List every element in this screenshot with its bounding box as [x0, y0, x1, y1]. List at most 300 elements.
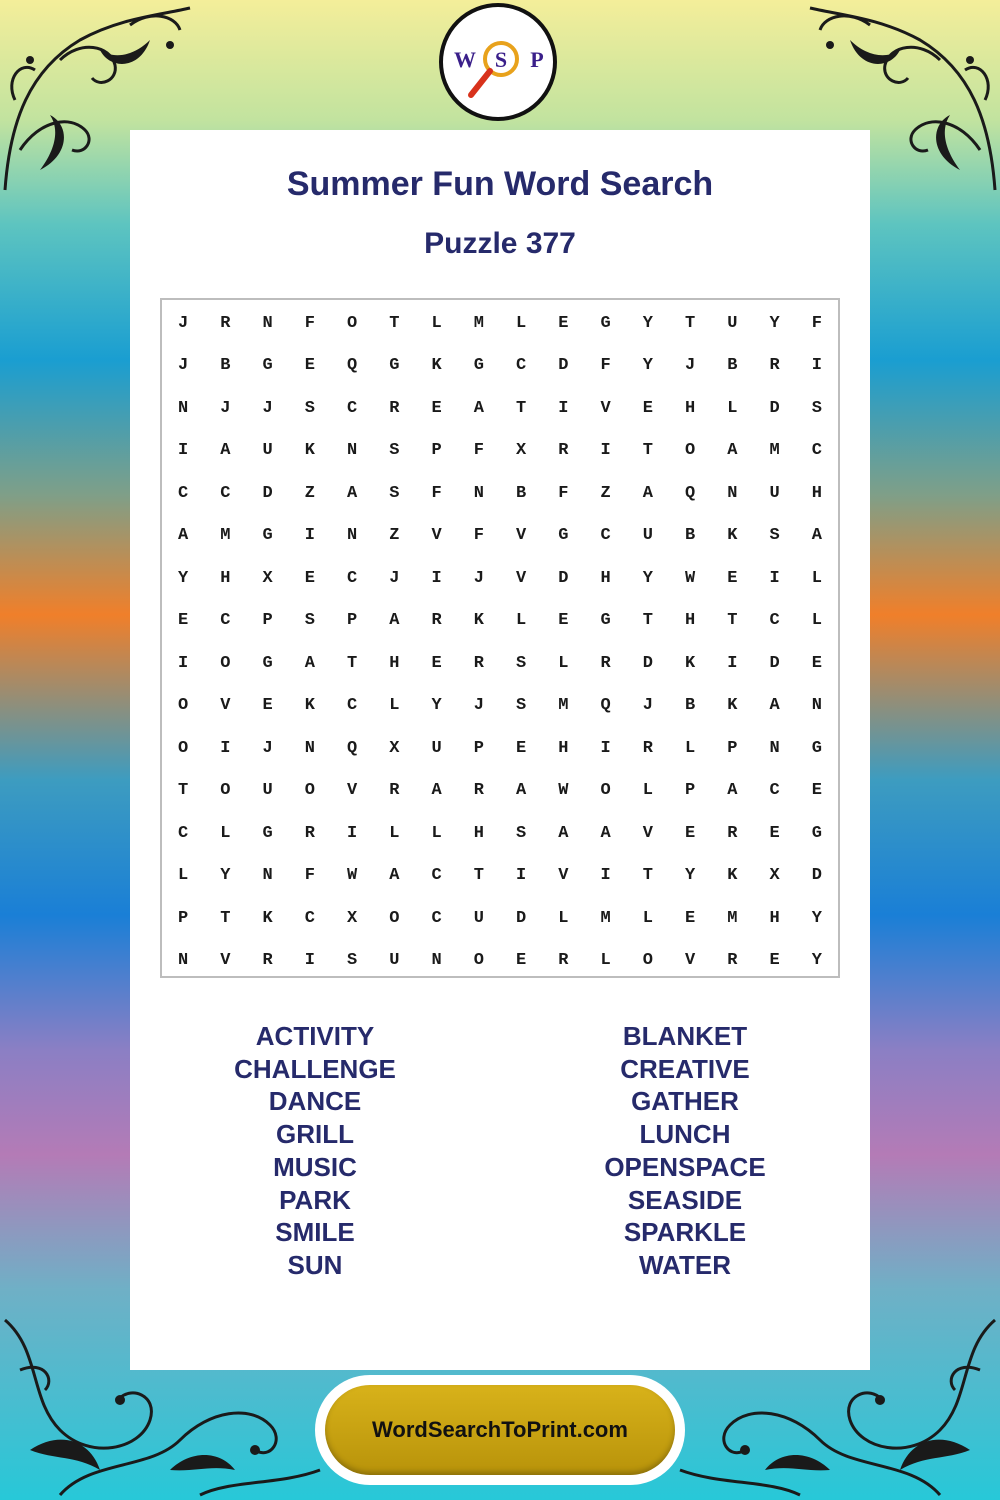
- grid-cell[interactable]: A: [600, 823, 611, 843]
- grid-cell[interactable]: G: [262, 653, 273, 673]
- grid-cell[interactable]: P: [431, 441, 442, 461]
- grid-cell[interactable]: E: [685, 823, 696, 843]
- grid-cell[interactable]: K: [304, 441, 315, 461]
- grid-cell[interactable]: A: [727, 781, 738, 801]
- logo-letter-p: P: [530, 47, 544, 72]
- grid-cell[interactable]: N: [262, 866, 273, 886]
- grid-cell[interactable]: C: [431, 866, 442, 886]
- grid-cell[interactable]: C: [769, 611, 780, 631]
- grid-cell[interactable]: L: [431, 313, 442, 333]
- grid-cell[interactable]: M: [558, 696, 569, 716]
- grid-cell[interactable]: H: [558, 738, 569, 758]
- magnifier-icon: [443, 7, 553, 117]
- grid-cell[interactable]: C: [220, 483, 231, 503]
- grid-cell[interactable]: P: [178, 908, 189, 928]
- grid-cell[interactable]: L: [642, 781, 653, 801]
- grid-cell[interactable]: F: [558, 483, 569, 503]
- grid-cell[interactable]: V: [431, 526, 442, 546]
- grid-cell[interactable]: R: [304, 823, 315, 843]
- grid-cell[interactable]: H: [473, 823, 484, 843]
- grid-cell[interactable]: T: [516, 398, 527, 418]
- grid-cell[interactable]: D: [642, 653, 653, 673]
- grid-cell[interactable]: B: [727, 356, 738, 376]
- grid-cell[interactable]: T: [642, 441, 653, 461]
- grid-row: [162, 685, 838, 728]
- grid-cell[interactable]: L: [431, 823, 442, 843]
- grid-cell[interactable]: D: [558, 568, 569, 588]
- grid-row: [162, 727, 838, 770]
- grid-cell[interactable]: X: [389, 738, 400, 758]
- word-item: OPENSPACE: [604, 1151, 766, 1182]
- grid-cell[interactable]: W: [685, 568, 696, 588]
- grid-cell[interactable]: Q: [347, 738, 358, 758]
- grid-cell[interactable]: A: [304, 653, 315, 673]
- letter-grid[interactable]: [160, 298, 840, 978]
- word-item: PARK: [279, 1184, 351, 1215]
- grid-cell[interactable]: R: [473, 653, 484, 673]
- grid-cell[interactable]: D: [811, 866, 822, 886]
- puzzle-number: Puzzle 377: [424, 227, 576, 260]
- grid-cell[interactable]: E: [262, 696, 273, 716]
- grid-row: [162, 345, 838, 388]
- grid-cell[interactable]: Q: [600, 696, 611, 716]
- grid-cell[interactable]: K: [727, 526, 738, 546]
- grid-cell[interactable]: V: [642, 823, 653, 843]
- grid-cell[interactable]: I: [600, 738, 611, 758]
- grid-cell[interactable]: M: [473, 313, 484, 333]
- grid-cell[interactable]: B: [685, 696, 696, 716]
- grid-cell[interactable]: R: [389, 781, 400, 801]
- grid-cell[interactable]: F: [473, 441, 484, 461]
- grid-cell[interactable]: U: [389, 951, 400, 971]
- grid-cell[interactable]: E: [304, 568, 315, 588]
- grid-cell[interactable]: N: [431, 951, 442, 971]
- grid-row: [162, 897, 838, 940]
- grid-cell[interactable]: U: [769, 483, 780, 503]
- grid-cell[interactable]: W: [558, 781, 569, 801]
- grid-cell[interactable]: E: [727, 568, 738, 588]
- word-item: MUSIC: [273, 1151, 357, 1182]
- grid-cell[interactable]: O: [220, 781, 231, 801]
- grid-cell[interactable]: N: [262, 313, 273, 333]
- grid-cell[interactable]: Q: [347, 356, 358, 376]
- grid-cell[interactable]: U: [431, 738, 442, 758]
- grid-cell[interactable]: R: [220, 313, 231, 333]
- grid-cell[interactable]: Y: [642, 356, 653, 376]
- grid-cell[interactable]: E: [558, 313, 569, 333]
- grid-cell[interactable]: A: [389, 866, 400, 886]
- grid-cell[interactable]: R: [473, 781, 484, 801]
- grid-cell[interactable]: S: [516, 823, 527, 843]
- grid-cell[interactable]: T: [178, 781, 189, 801]
- grid-cell[interactable]: A: [220, 441, 231, 461]
- grid-cell[interactable]: M: [600, 908, 611, 928]
- grid-cell[interactable]: V: [558, 866, 569, 886]
- grid-cell[interactable]: H: [600, 568, 611, 588]
- grid-cell[interactable]: G: [262, 356, 273, 376]
- grid-cell[interactable]: G: [262, 823, 273, 843]
- grid-cell[interactable]: J: [178, 356, 189, 376]
- grid-cell[interactable]: O: [347, 313, 358, 333]
- grid-cell[interactable]: L: [516, 313, 527, 333]
- grid-cell[interactable]: P: [727, 738, 738, 758]
- grid-cell[interactable]: I: [600, 866, 611, 886]
- grid-cell[interactable]: E: [431, 398, 442, 418]
- grid-cell[interactable]: S: [389, 483, 400, 503]
- grid-cell[interactable]: L: [600, 951, 611, 971]
- grid-cell[interactable]: X: [262, 568, 273, 588]
- grid-cell[interactable]: U: [262, 441, 273, 461]
- grid-cell[interactable]: J: [473, 696, 484, 716]
- grid-cell[interactable]: L: [558, 653, 569, 673]
- grid-cell[interactable]: Y: [178, 568, 189, 588]
- grid-cell[interactable]: J: [220, 398, 231, 418]
- grid-cell[interactable]: T: [727, 611, 738, 631]
- grid-cell[interactable]: B: [516, 483, 527, 503]
- grid-row: [162, 387, 838, 430]
- grid-cell[interactable]: A: [727, 441, 738, 461]
- grid-cell[interactable]: O: [389, 908, 400, 928]
- word-item: SEASIDE: [627, 1184, 743, 1215]
- grid-cell[interactable]: K: [727, 696, 738, 716]
- grid-cell[interactable]: M: [727, 908, 738, 928]
- grid-cell[interactable]: N: [473, 483, 484, 503]
- grid-cell[interactable]: G: [558, 526, 569, 546]
- grid-cell[interactable]: K: [262, 908, 273, 928]
- grid-cell[interactable]: S: [304, 611, 315, 631]
- grid-cell[interactable]: C: [769, 781, 780, 801]
- grid-row: [162, 430, 838, 473]
- footer-button[interactable]: [325, 1385, 675, 1475]
- grid-cell[interactable]: D: [558, 356, 569, 376]
- grid-cell[interactable]: J: [389, 568, 400, 588]
- grid-cell[interactable]: I: [769, 568, 780, 588]
- grid-cell[interactable]: O: [304, 781, 315, 801]
- grid-cell[interactable]: Y: [431, 696, 442, 716]
- grid-cell[interactable]: E: [558, 611, 569, 631]
- grid-cell[interactable]: J: [262, 398, 273, 418]
- grid-cell[interactable]: H: [685, 398, 696, 418]
- grid-cell[interactable]: L: [389, 823, 400, 843]
- grid-cell[interactable]: Y: [642, 568, 653, 588]
- footer-badge[interactable]: [315, 1375, 685, 1485]
- grid-cell[interactable]: S: [304, 398, 315, 418]
- grid-cell[interactable]: V: [220, 951, 231, 971]
- grid-cell[interactable]: C: [516, 356, 527, 376]
- grid-cell[interactable]: T: [389, 313, 400, 333]
- grid-cell[interactable]: S: [516, 653, 527, 673]
- word-item: CHALLENGE: [234, 1053, 396, 1084]
- grid-cell[interactable]: T: [220, 908, 231, 928]
- grid-cell[interactable]: P: [262, 611, 273, 631]
- grid-cell[interactable]: G: [600, 611, 611, 631]
- word-item: SUN: [287, 1249, 343, 1280]
- grid-row: [162, 642, 838, 685]
- grid-cell[interactable]: V: [220, 696, 231, 716]
- grid-cell[interactable]: F: [304, 313, 315, 333]
- grid-cell[interactable]: Y: [642, 313, 653, 333]
- grid-cell[interactable]: D: [516, 908, 527, 928]
- grid-cell[interactable]: G: [473, 356, 484, 376]
- grid-cell[interactable]: H: [220, 568, 231, 588]
- grid-cell[interactable]: Q: [685, 483, 696, 503]
- grid-cell[interactable]: A: [811, 526, 822, 546]
- grid-cell[interactable]: T: [642, 866, 653, 886]
- grid-cell[interactable]: C: [178, 823, 189, 843]
- grid-cell[interactable]: A: [558, 823, 569, 843]
- grid-cell[interactable]: Y: [685, 866, 696, 886]
- grid-cell[interactable]: E: [642, 398, 653, 418]
- grid-cell[interactable]: A: [769, 696, 780, 716]
- grid-cell[interactable]: F: [473, 526, 484, 546]
- grid-cell[interactable]: A: [642, 483, 653, 503]
- grid-cell[interactable]: S: [347, 951, 358, 971]
- grid-cell[interactable]: R: [642, 738, 653, 758]
- grid-cell[interactable]: I: [178, 653, 189, 673]
- grid-cell[interactable]: Z: [389, 526, 400, 546]
- word-item: DANCE: [268, 1086, 362, 1117]
- grid-cell[interactable]: V: [685, 951, 696, 971]
- grid-cell[interactable]: V: [516, 568, 527, 588]
- grid-cell[interactable]: G: [600, 313, 611, 333]
- word-item: GRILL: [276, 1119, 354, 1150]
- grid-cell[interactable]: N: [811, 696, 822, 716]
- grid-cell[interactable]: R: [389, 398, 400, 418]
- grid-cell[interactable]: F: [811, 313, 822, 333]
- grid-cell[interactable]: D: [769, 653, 780, 673]
- grid-cell[interactable]: R: [727, 823, 738, 843]
- grid-cell[interactable]: A: [473, 398, 484, 418]
- grid-cell[interactable]: O: [178, 738, 189, 758]
- grid-cell[interactable]: M: [220, 526, 231, 546]
- grid-cell[interactable]: O: [642, 951, 653, 971]
- word-item: SPARKLE: [623, 1217, 747, 1248]
- grid-row: [162, 770, 838, 813]
- grid-cell[interactable]: L: [516, 611, 527, 631]
- grid-cell[interactable]: B: [220, 356, 231, 376]
- grid-cell[interactable]: M: [769, 441, 780, 461]
- grid-cell[interactable]: F: [600, 356, 611, 376]
- grid-cell[interactable]: I: [600, 441, 611, 461]
- grid-cell[interactable]: E: [769, 951, 780, 971]
- grid-cell[interactable]: I: [178, 441, 189, 461]
- grid-cell[interactable]: W: [347, 866, 358, 886]
- grid-cell[interactable]: J: [178, 313, 189, 333]
- grid-row: [162, 472, 838, 515]
- grid-cell[interactable]: K: [431, 356, 442, 376]
- grid-cell[interactable]: Y: [769, 313, 780, 333]
- grid-cell[interactable]: E: [811, 781, 822, 801]
- grid-cell[interactable]: A: [389, 611, 400, 631]
- grid-cell[interactable]: I: [516, 866, 527, 886]
- grid-cell[interactable]: R: [558, 441, 569, 461]
- grid-cell[interactable]: U: [262, 781, 273, 801]
- grid-cell[interactable]: K: [727, 866, 738, 886]
- grid-cell[interactable]: X: [347, 908, 358, 928]
- logo-letter-w: W: [454, 47, 476, 72]
- grid-cell[interactable]: E: [178, 611, 189, 631]
- grid-row: [162, 855, 838, 898]
- grid-cell[interactable]: R: [769, 356, 780, 376]
- grid-cell[interactable]: Y: [811, 908, 822, 928]
- grid-cell[interactable]: Y: [811, 951, 822, 971]
- grid-cell[interactable]: V: [600, 398, 611, 418]
- grid-cell[interactable]: R: [600, 653, 611, 673]
- grid-cell[interactable]: O: [220, 653, 231, 673]
- puzzle-panel: [130, 130, 870, 1370]
- grid-cell[interactable]: A: [347, 483, 358, 503]
- grid-cell[interactable]: Z: [304, 483, 315, 503]
- grid-cell[interactable]: X: [769, 866, 780, 886]
- grid-cell[interactable]: I: [304, 951, 315, 971]
- grid-cell[interactable]: N: [347, 441, 358, 461]
- grid-cell[interactable]: K: [473, 611, 484, 631]
- grid-cell[interactable]: N: [178, 951, 189, 971]
- grid-cell[interactable]: G: [262, 526, 273, 546]
- grid-cell[interactable]: I: [220, 738, 231, 758]
- grid-cell[interactable]: K: [685, 653, 696, 673]
- grid-row: [162, 812, 838, 855]
- grid-cell[interactable]: F: [304, 866, 315, 886]
- grid-cell[interactable]: O: [473, 951, 484, 971]
- grid-cell[interactable]: V: [516, 526, 527, 546]
- footer-site-link[interactable]: WordSearchToPrint.com: [372, 1417, 628, 1442]
- grid-cell[interactable]: G: [811, 738, 822, 758]
- grid-cell[interactable]: D: [262, 483, 273, 503]
- grid-cell[interactable]: V: [347, 781, 358, 801]
- grid-cell[interactable]: E: [516, 738, 527, 758]
- word-column-left: [130, 1020, 500, 1282]
- grid-cell[interactable]: C: [347, 568, 358, 588]
- grid-cell[interactable]: G: [389, 356, 400, 376]
- word-item: SMILE: [275, 1217, 355, 1248]
- grid-cell[interactable]: D: [769, 398, 780, 418]
- grid-cell[interactable]: E: [304, 356, 315, 376]
- grid-cell[interactable]: I: [347, 823, 358, 843]
- grid-cell[interactable]: T: [642, 611, 653, 631]
- grid-cell[interactable]: T: [347, 653, 358, 673]
- grid-cell[interactable]: N: [178, 398, 189, 418]
- grid-cell[interactable]: L: [811, 568, 822, 588]
- grid-cell[interactable]: T: [473, 866, 484, 886]
- grid-cell[interactable]: N: [304, 738, 315, 758]
- grid-cell[interactable]: P: [473, 738, 484, 758]
- grid-cell[interactable]: R: [558, 951, 569, 971]
- grid-cell[interactable]: L: [685, 738, 696, 758]
- grid-row: [162, 515, 838, 558]
- grid-row: [162, 302, 838, 345]
- grid-cell[interactable]: L: [389, 696, 400, 716]
- grid-cell[interactable]: S: [516, 696, 527, 716]
- grid-cell[interactable]: C: [600, 526, 611, 546]
- grid-cell[interactable]: C: [431, 908, 442, 928]
- grid-cell[interactable]: A: [178, 526, 189, 546]
- grid-cell[interactable]: I: [558, 398, 569, 418]
- grid-cell[interactable]: R: [262, 951, 273, 971]
- grid-cell[interactable]: J: [642, 696, 653, 716]
- grid-cell[interactable]: I: [727, 653, 738, 673]
- grid-cell[interactable]: L: [220, 823, 231, 843]
- grid-cell[interactable]: O: [600, 781, 611, 801]
- grid-cell[interactable]: S: [389, 441, 400, 461]
- grid-cell[interactable]: P: [685, 781, 696, 801]
- grid-cell[interactable]: H: [389, 653, 400, 673]
- word-item: WATER: [639, 1249, 731, 1280]
- word-item: BLANKET: [622, 1021, 748, 1051]
- grid-cell[interactable]: U: [727, 313, 738, 333]
- grid-cell[interactable]: C: [811, 441, 822, 461]
- grid-cell[interactable]: E: [811, 653, 822, 673]
- grid-cell[interactable]: O: [685, 441, 696, 461]
- grid-cell[interactable]: C: [178, 483, 189, 503]
- grid-cell[interactable]: R: [431, 611, 442, 631]
- grid-cell[interactable]: R: [727, 951, 738, 971]
- grid-cell[interactable]: C: [220, 611, 231, 631]
- grid-cell[interactable]: J: [473, 568, 484, 588]
- grid-cell[interactable]: N: [727, 483, 738, 503]
- grid-cell[interactable]: U: [473, 908, 484, 928]
- grid-cell[interactable]: E: [685, 908, 696, 928]
- grid-cell[interactable]: X: [516, 441, 527, 461]
- word-column-right: [500, 1020, 870, 1282]
- grid-cell[interactable]: F: [431, 483, 442, 503]
- grid-cell[interactable]: A: [516, 781, 527, 801]
- grid-cell[interactable]: L: [558, 908, 569, 928]
- grid-cell[interactable]: C: [304, 908, 315, 928]
- grid-cell[interactable]: C: [347, 398, 358, 418]
- grid-cell[interactable]: A: [431, 781, 442, 801]
- grid-cell[interactable]: H: [811, 483, 822, 503]
- grid-cell[interactable]: L: [642, 908, 653, 928]
- grid-cell[interactable]: E: [516, 951, 527, 971]
- word-item: ACTIVITY: [255, 1021, 375, 1051]
- grid-cell[interactable]: Z: [600, 483, 611, 503]
- grid-cell[interactable]: E: [431, 653, 442, 673]
- grid-cell[interactable]: J: [685, 356, 696, 376]
- word-item: GATHER: [631, 1086, 739, 1117]
- grid-cell[interactable]: K: [304, 696, 315, 716]
- grid-cell[interactable]: O: [178, 696, 189, 716]
- grid-cell[interactable]: N: [347, 526, 358, 546]
- word-item: CREATIVE: [620, 1053, 750, 1084]
- grid-cell[interactable]: L: [811, 611, 822, 631]
- grid-cell[interactable]: L: [727, 398, 738, 418]
- grid-cell[interactable]: S: [811, 398, 822, 418]
- grid-cell[interactable]: U: [642, 526, 653, 546]
- grid-cell[interactable]: I: [431, 568, 442, 588]
- grid-cell[interactable]: H: [685, 611, 696, 631]
- grid-cell[interactable]: S: [769, 526, 780, 546]
- page-title: Summer Fun Word Search: [286, 165, 714, 203]
- grid-row: [162, 600, 838, 643]
- grid-cell[interactable]: T: [685, 313, 696, 333]
- grid-cell[interactable]: G: [811, 823, 822, 843]
- grid-cell[interactable]: H: [769, 908, 780, 928]
- site-logo[interactable]: [439, 3, 557, 121]
- grid-cell[interactable]: E: [769, 823, 780, 843]
- grid-row: [162, 940, 838, 983]
- grid-cell[interactable]: I: [811, 356, 822, 376]
- grid-cell[interactable]: Y: [220, 866, 231, 886]
- grid-cell[interactable]: J: [262, 738, 273, 758]
- grid-cell[interactable]: C: [347, 696, 358, 716]
- grid-cell[interactable]: P: [347, 611, 358, 631]
- grid-cell[interactable]: N: [769, 738, 780, 758]
- grid-cell[interactable]: I: [304, 526, 315, 546]
- word-item: LUNCH: [639, 1119, 731, 1150]
- grid-cell[interactable]: L: [178, 866, 189, 886]
- grid-cell[interactable]: B: [685, 526, 696, 546]
